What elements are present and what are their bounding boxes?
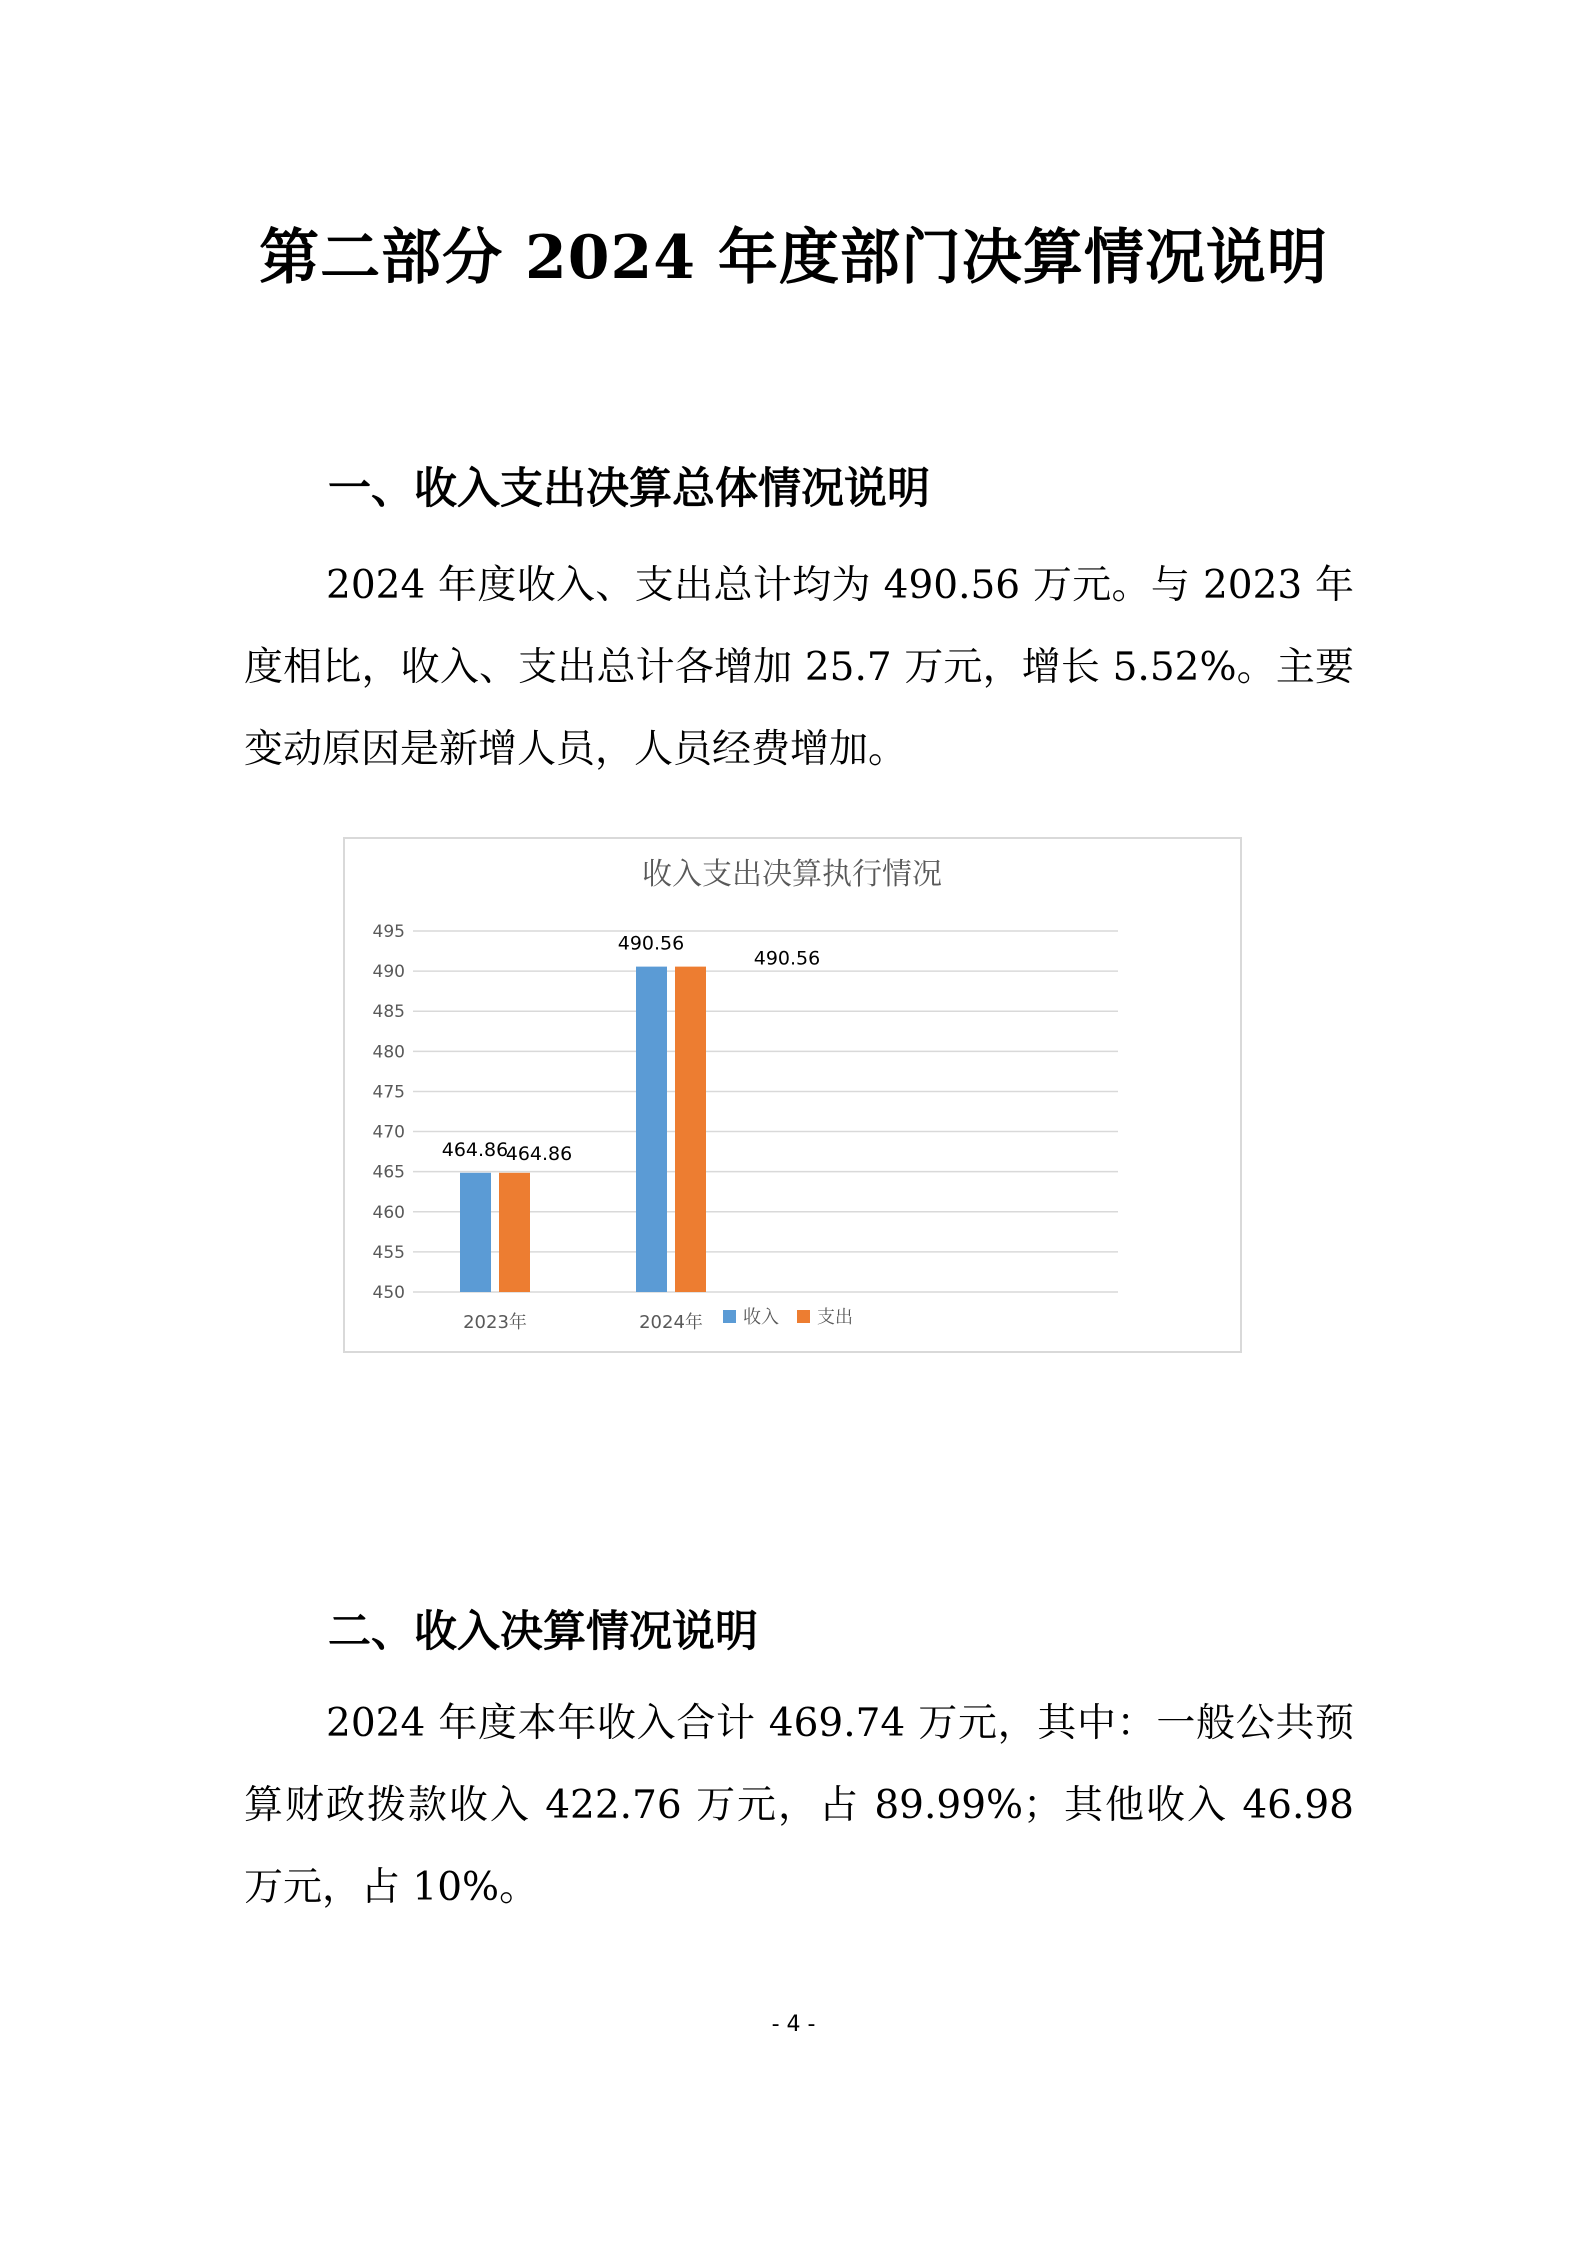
y-tick-label: 450: [372, 1283, 405, 1303]
page-number: - 4 -: [771, 2012, 816, 2037]
section-heading-income: 二、收入决算情况说明: [328, 1607, 758, 1657]
chart-bars: [460, 967, 706, 1292]
paragraph-income: 2024 年度本年收入合计 469.74 万元，其中：一般公共预算财政拨款收入 422.76 万元，占 89.99%；其他收入 46.98 万元，占 10%。: [244, 1701, 1354, 1910]
bar-收入-2023年: [460, 1173, 491, 1292]
chart-title: 收入支出决算执行情况: [642, 857, 942, 892]
legend-swatch-支出: [797, 1310, 810, 1323]
bar-收入-2024年: [636, 967, 667, 1292]
y-tick-label: 475: [372, 1082, 405, 1103]
y-tick-label: 455: [372, 1242, 405, 1263]
chart-x-axis-ticks: [463, 1311, 703, 1333]
bar-支出-2024年: [675, 967, 706, 1292]
legend-label-收入: 收入: [743, 1307, 779, 1328]
data-label: 464.86: [505, 1142, 573, 1165]
y-tick-label: 460: [372, 1202, 405, 1223]
chart-data-labels: [442, 933, 820, 1165]
chart-legend: [723, 1307, 853, 1328]
legend-swatch-收入: [723, 1310, 736, 1323]
x-tick-label: 2024年: [639, 1312, 703, 1333]
chart-y-axis-ticks: [373, 922, 405, 1303]
y-tick-label: 490: [372, 962, 405, 983]
y-tick-label: 470: [372, 1122, 405, 1143]
chart-canvas: [345, 839, 1240, 1351]
section-heading-income-expenditure-overall: 一、收入支出决算总体情况说明: [328, 464, 930, 514]
page-title: 第二部分 2024 年度部门决算情况说明: [259, 223, 1328, 293]
y-tick-label: 495: [372, 922, 405, 942]
bar-支出-2023年: [499, 1173, 530, 1292]
data-label: 490.56: [617, 932, 685, 955]
y-tick-label: 485: [372, 1002, 405, 1023]
data-label: 464.86: [441, 1138, 509, 1161]
y-tick-label: 465: [372, 1162, 405, 1183]
x-tick-label: 2023年: [463, 1312, 527, 1333]
chart-income-expenditure-execution: [343, 837, 1242, 1353]
paragraph-income-expenditure-overall: 2024 年度收入、支出总计均为 490.56 万元。与 2023 年度相比，收入、支出总计各增加 25.7 万元，增长 5.52%。主要变动原因是新增人员，人员经费增加。: [244, 563, 1354, 772]
data-label: 490.56: [753, 947, 821, 970]
legend-label-支出: 支出: [817, 1307, 853, 1328]
y-tick-label: 480: [372, 1042, 405, 1063]
